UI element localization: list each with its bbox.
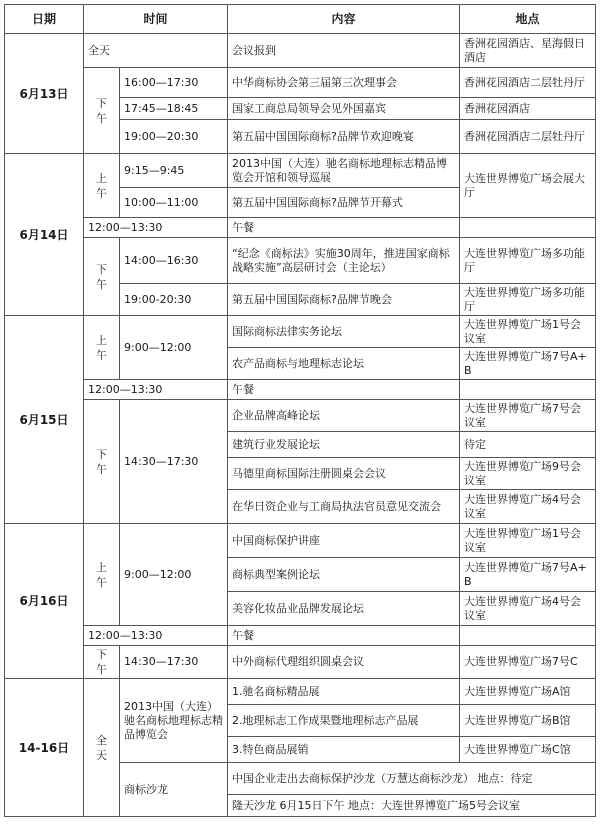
date-cell: 14-16日	[5, 679, 84, 817]
content-cell: 午餐	[228, 218, 460, 238]
table-row	[5, 646, 596, 679]
place-cell: 大连世界博览广场C馆	[460, 737, 596, 763]
content-cell: 企业品牌高峰论坛	[228, 400, 460, 432]
salon-item-cell: 中国企业走出去商标保护沙龙（万慧达商标沙龙） 地点：待定	[228, 763, 596, 795]
time-cell: 16:00—17:30	[120, 68, 228, 98]
table-row	[5, 316, 596, 348]
time-cell: 17:45—18:45	[120, 98, 228, 120]
header-content: 内容	[228, 5, 460, 34]
content-cell: 2.地理标志工作成果暨地理标志产品展	[228, 705, 460, 737]
time-cell: 9:15—9:45	[120, 154, 228, 188]
table-row	[5, 400, 596, 432]
time-cell: 12:00—13:30	[84, 626, 228, 646]
header-date: 日期	[5, 5, 84, 34]
content-cell: 中华商标协会第三届第三次理事会	[228, 68, 460, 98]
date-cell: 6月15日	[5, 316, 84, 524]
place-cell: 大连世界博览广场7号A+B	[460, 348, 596, 380]
place-cell: 大连世界博览广场多功能厅	[460, 238, 596, 284]
content-cell: 商标典型案例论坛	[228, 558, 460, 592]
table-row	[5, 626, 596, 646]
place-cell: 大连世界博览广场1号会议室	[460, 316, 596, 348]
time-cell: 12:00—13:30	[84, 218, 228, 238]
place-cell: 大连世界博览广场会展大厅	[460, 154, 596, 218]
content-cell: 2013中国（大连）驰名商标地理标志精品博览会开馆和领导巡展	[228, 154, 460, 188]
header-place: 地点	[460, 5, 596, 34]
place-cell: 待定	[460, 432, 596, 458]
place-cell: 大连世界博览广场7号会议室	[460, 400, 596, 432]
time-cell: 12:00—13:30	[84, 380, 228, 400]
table-row	[5, 679, 596, 705]
content-cell: 第五届中国国际商标?品牌节开幕式	[228, 188, 460, 218]
place-cell: 大连世界博览广场7号A+B	[460, 558, 596, 592]
time-cell: 全天	[84, 34, 228, 68]
period-cell: 全天	[84, 679, 120, 817]
place-cell: 大连世界博览广场7号C	[460, 646, 596, 679]
period-cell: 下午	[84, 646, 120, 679]
date-cell: 6月16日	[5, 524, 84, 679]
content-cell: 国家工商总局领导会见外国嘉宾	[228, 98, 460, 120]
content-cell: 3.特色商品展销	[228, 737, 460, 763]
time-cell: 14:00—16:30	[120, 238, 228, 284]
place-cell: 香洲花园酒店二层牡丹厅	[460, 120, 596, 154]
place-cell	[460, 218, 596, 238]
content-cell: 农产品商标与地理标志论坛	[228, 348, 460, 380]
salon-title-cell: 商标沙龙	[120, 763, 228, 817]
time-cell: 19:00—20:30	[120, 120, 228, 154]
content-cell: 午餐	[228, 380, 460, 400]
time-cell: 10:00—11:00	[120, 188, 228, 218]
date-cell: 6月13日	[5, 34, 84, 154]
time-cell: 14:30—17:30	[120, 646, 228, 679]
place-cell: 大连世界博览广场B馆	[460, 705, 596, 737]
table-row	[5, 154, 596, 188]
place-cell: 大连世界博览广场4号会议室	[460, 592, 596, 626]
content-cell: 1.驰名商标精品展	[228, 679, 460, 705]
header-time: 时间	[84, 5, 228, 34]
place-cell	[460, 380, 596, 400]
table-row	[5, 34, 596, 68]
time-cell: 14:30—17:30	[120, 400, 228, 524]
date-cell: 6月14日	[5, 154, 84, 316]
place-cell	[460, 626, 596, 646]
content-cell: 午餐	[228, 626, 460, 646]
content-cell: 第五届中国国际商标?品牌节欢迎晚宴	[228, 120, 460, 154]
content-cell: 中外商标代理组织圆桌会议	[228, 646, 460, 679]
table-row	[5, 524, 596, 558]
place-cell: 香洲花园酒店	[460, 98, 596, 120]
period-cell: 下午	[84, 400, 120, 524]
place-cell: 香洲花园酒店、星海假日酒店	[460, 34, 596, 68]
period-cell: 下午	[84, 238, 120, 316]
time-cell: 9:00—12:00	[120, 316, 228, 380]
header-row	[5, 5, 596, 34]
content-cell: “纪念《商标法》实施30周年，推进国家商标战略实施”高层研讨会（主论坛）	[228, 238, 460, 284]
expo-title-cell: 2013中国（大连）驰名商标地理标志精品博览会	[120, 679, 228, 763]
place-cell: 大连世界博览广场1号会议室	[460, 524, 596, 558]
place-cell: 大连世界博览广场多功能厅	[460, 284, 596, 316]
period-cell: 下午	[84, 68, 120, 154]
time-cell: 9:00—12:00	[120, 524, 228, 626]
content-cell: 美容化妆品业品牌发展论坛	[228, 592, 460, 626]
salon-item-cell: 隆天沙龙 6月15日下午 地点：大连世界博览广场5号会议室	[228, 795, 596, 817]
period-cell: 上午	[84, 316, 120, 380]
schedule-table	[4, 4, 596, 817]
table-row	[5, 68, 596, 98]
content-cell: 会议报到	[228, 34, 460, 68]
period-cell: 上午	[84, 154, 120, 218]
table-row	[5, 380, 596, 400]
table-row	[5, 238, 596, 284]
content-cell: 国际商标法律实务论坛	[228, 316, 460, 348]
place-cell: 大连世界博览广场4号会议室	[460, 490, 596, 524]
content-cell: 第五届中国国际商标?品牌节晚会	[228, 284, 460, 316]
content-cell: 中国商标保护讲座	[228, 524, 460, 558]
place-cell: 大连世界博览广场A馆	[460, 679, 596, 705]
table-row	[5, 218, 596, 238]
content-cell: 建筑行业发展论坛	[228, 432, 460, 458]
period-cell: 上午	[84, 524, 120, 626]
content-cell: 在华日资企业与工商局执法官员意见交流会	[228, 490, 460, 524]
place-cell: 香洲花园酒店二层牡丹厅	[460, 68, 596, 98]
content-cell: 马德里商标国际注册圆桌会会议	[228, 458, 460, 490]
place-cell: 大连世界博览广场9号会议室	[460, 458, 596, 490]
time-cell: 19:00-20:30	[120, 284, 228, 316]
